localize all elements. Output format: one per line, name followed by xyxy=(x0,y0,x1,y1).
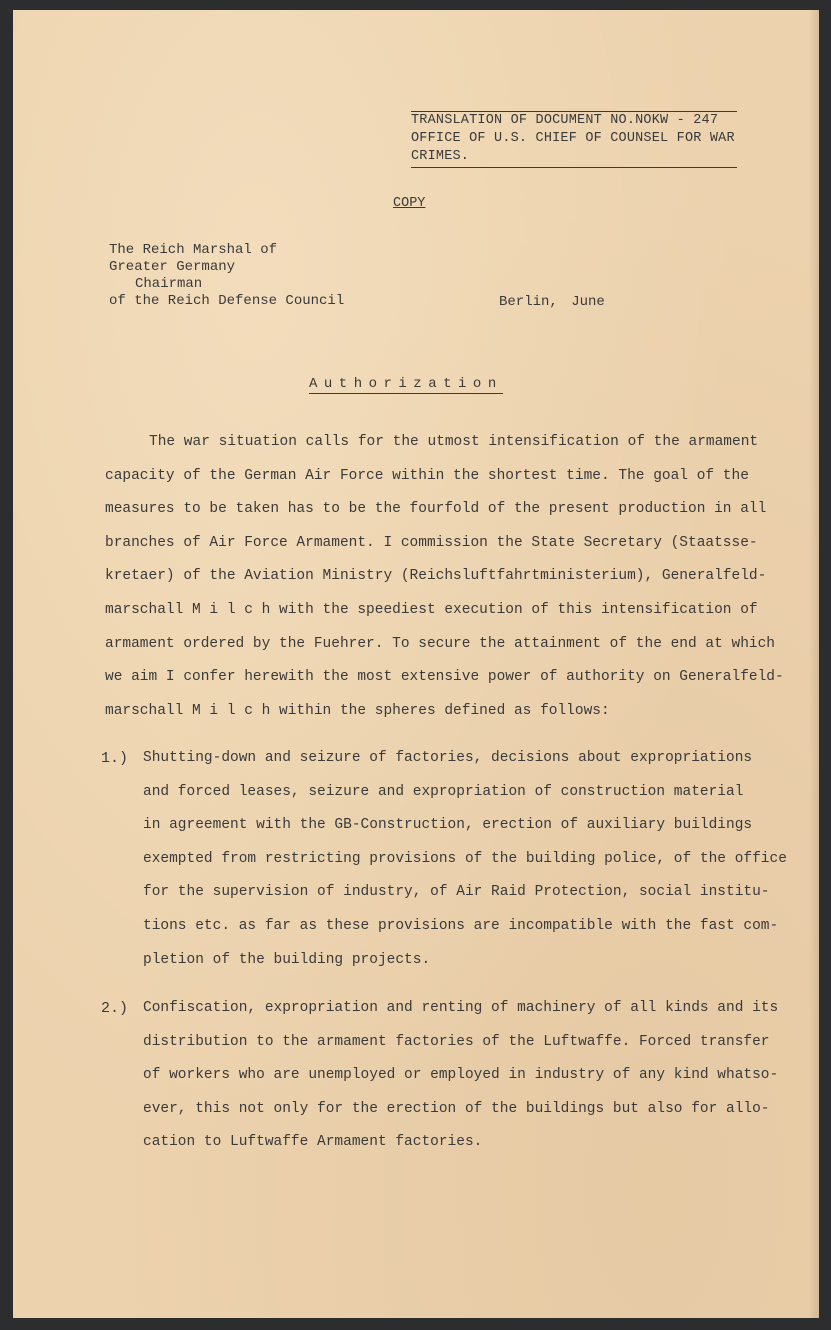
list-line: cation to Luftwaffe Armament factories. xyxy=(143,1134,483,1151)
list-line: in agreement with the GB-Construction, erection of auxiliary buildings xyxy=(143,817,753,834)
body-line: we aim I confer herewith the most extensive power of authority on Generalfeld- xyxy=(105,669,784,686)
sender-line-4: of the Reich Defense Council xyxy=(109,293,345,309)
body-line: capacity of the German Air Force within the shortest time. The goal of the xyxy=(105,467,749,484)
list-line: of workers who are unemployed or employed in industry of any kind whatso- xyxy=(143,1067,779,1084)
document-page xyxy=(13,10,819,1318)
page-edge-shadow xyxy=(809,10,819,1318)
sender-line-1: The Reich Marshal of xyxy=(109,242,278,258)
translation-header xyxy=(411,111,737,168)
body-line: marschall M i l c h with the speediest execution of this intensification of xyxy=(105,601,758,618)
list-line: for the supervision of industry, of Air Raid Protection, social institu- xyxy=(143,884,770,901)
body-line: branches of Air Force Armament. I commission the State Secretary (Staatsse- xyxy=(105,534,758,551)
document-title: Authorization xyxy=(309,376,503,392)
list-line: Shutting-down and seizure of factories, decisions about expropriations xyxy=(143,750,753,766)
body-paragraph xyxy=(105,426,784,728)
list-number: 1.) xyxy=(101,750,129,767)
list-line: ever, this not only for the erection of the buildings but also for allo- xyxy=(143,1100,770,1117)
list-number: 2.) xyxy=(101,1000,129,1017)
body-line: marschall M i l c h within the spheres defined as follows: xyxy=(105,702,610,719)
list-line: Confiscation, expropriation and renting of machinery of all kinds and its xyxy=(143,1000,779,1016)
place-date: Berlin, June xyxy=(499,294,605,310)
header-line-3: CRIMES. xyxy=(411,148,737,168)
body-line: armament ordered by the Fuehrer. To secure the attainment of the end at which xyxy=(105,635,776,652)
sender-block xyxy=(109,242,344,310)
list-text xyxy=(143,992,778,1160)
list-line: distribution to the armament factories of the Luftwaffe. Forced transfer xyxy=(143,1033,770,1050)
header-line-1: TRANSLATION OF DOCUMENT NO.NOKW - 247 xyxy=(411,113,719,128)
sender-line-2: Greater Germany xyxy=(109,259,236,275)
body-line: The war situation calls for the utmost intensification of the armament xyxy=(149,434,759,450)
body-line: measures to be taken has to be the fourfold of the present production in all xyxy=(105,501,767,518)
list-line: pletion of the building projects. xyxy=(143,951,431,968)
copy-label: COPY xyxy=(393,196,426,211)
header-line-2: OFFICE OF U.S. CHIEF OF COUNSEL FOR WAR xyxy=(411,131,735,146)
list-line: tions etc. as far as these provisions are incompatible with the fast com- xyxy=(143,917,779,934)
sender-line-3: Chairman xyxy=(135,276,203,292)
list-text xyxy=(143,742,787,977)
list-line: and forced leases, seizure and expropriation of construction material xyxy=(143,783,744,800)
body-line: kretaer) of the Aviation Ministry (Reichsluftfahrtministerium), Generalfeld- xyxy=(105,568,767,585)
list-line: exempted from restricting provisions of the building police, of the office xyxy=(143,850,787,867)
